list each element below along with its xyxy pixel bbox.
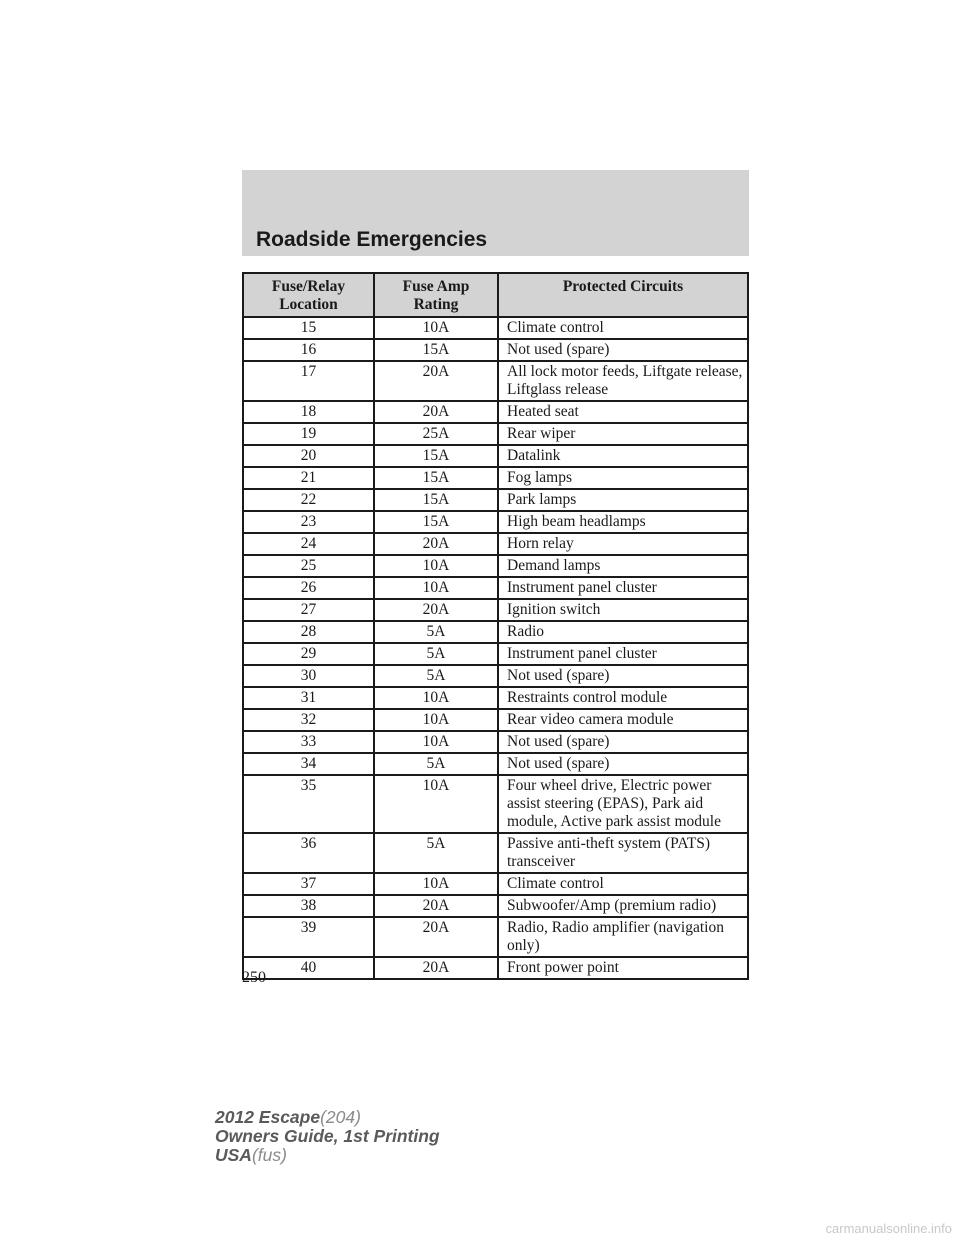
cell-protected-circuit: Not used (spare) xyxy=(498,665,748,687)
cell-protected-circuit: Climate control xyxy=(498,317,748,339)
header-location: Fuse/Relay Location xyxy=(243,273,374,317)
cell-location: 39 xyxy=(243,917,374,957)
cell-location: 18 xyxy=(243,401,374,423)
table-row xyxy=(243,775,748,833)
print-footer xyxy=(215,1108,440,1165)
cell-amp-rating: 10A xyxy=(374,577,498,599)
cell-amp-rating: 20A xyxy=(374,361,498,401)
cell-location: 25 xyxy=(243,555,374,577)
table-row xyxy=(243,401,748,423)
table-header-row xyxy=(243,273,748,317)
cell-protected-circuit: Datalink xyxy=(498,445,748,467)
table-row xyxy=(243,753,748,775)
footer-model: 2012 Escape xyxy=(215,1107,321,1127)
cell-amp-rating: 20A xyxy=(374,599,498,621)
fuse-table xyxy=(242,272,749,980)
cell-amp-rating: 25A xyxy=(374,423,498,445)
header-protected-circuits: Protected Circuits xyxy=(498,273,748,317)
cell-location: 22 xyxy=(243,489,374,511)
cell-protected-circuit: Not used (spare) xyxy=(498,339,748,361)
table-row xyxy=(243,621,748,643)
cell-amp-rating: 20A xyxy=(374,401,498,423)
cell-protected-circuit: Rear video camera module xyxy=(498,709,748,731)
cell-protected-circuit: Restraints control module xyxy=(498,687,748,709)
cell-location: 21 xyxy=(243,467,374,489)
cell-location: 28 xyxy=(243,621,374,643)
cell-location: 35 xyxy=(243,775,374,833)
table-row xyxy=(243,317,748,339)
cell-amp-rating: 20A xyxy=(374,917,498,957)
table-row xyxy=(243,555,748,577)
cell-location: 32 xyxy=(243,709,374,731)
cell-amp-rating: 10A xyxy=(374,775,498,833)
cell-protected-circuit: Instrument panel cluster xyxy=(498,577,748,599)
cell-location: 24 xyxy=(243,533,374,555)
cell-protected-circuit: Ignition switch xyxy=(498,599,748,621)
cell-protected-circuit: Climate control xyxy=(498,873,748,895)
cell-location: 30 xyxy=(243,665,374,687)
cell-protected-circuit: High beam headlamps xyxy=(498,511,748,533)
table-row xyxy=(243,445,748,467)
cell-amp-rating: 10A xyxy=(374,873,498,895)
cell-location: 16 xyxy=(243,339,374,361)
cell-amp-rating: 15A xyxy=(374,339,498,361)
cell-location: 17 xyxy=(243,361,374,401)
table-row xyxy=(243,599,748,621)
cell-location: 15 xyxy=(243,317,374,339)
cell-location: 31 xyxy=(243,687,374,709)
cell-amp-rating: 5A xyxy=(374,643,498,665)
cell-amp-rating: 10A xyxy=(374,731,498,753)
table-row xyxy=(243,577,748,599)
page-number: 250 xyxy=(242,969,266,986)
cell-protected-circuit: Rear wiper xyxy=(498,423,748,445)
cell-location: 33 xyxy=(243,731,374,753)
cell-protected-circuit: Four wheel drive, Electric power assist steering (EPAS), Park aid module, Active park assist module xyxy=(498,775,748,833)
cell-protected-circuit: Radio, Radio amplifier (navigation only) xyxy=(498,917,748,957)
footer-market-code: (fus) xyxy=(251,1145,287,1165)
cell-protected-circuit: Demand lamps xyxy=(498,555,748,577)
cell-protected-circuit: Passive anti-theft system (PATS) transceiver xyxy=(498,833,748,873)
table-row xyxy=(243,423,748,445)
cell-amp-rating: 10A xyxy=(374,687,498,709)
cell-protected-circuit: All lock motor feeds, Liftgate release, Liftglass release xyxy=(498,361,748,401)
cell-protected-circuit: Not used (spare) xyxy=(498,753,748,775)
cell-amp-rating: 20A xyxy=(374,957,498,979)
table-row xyxy=(243,709,748,731)
table-row xyxy=(243,533,748,555)
cell-location: 29 xyxy=(243,643,374,665)
cell-amp-rating: 20A xyxy=(374,895,498,917)
cell-amp-rating: 10A xyxy=(374,317,498,339)
cell-amp-rating: 10A xyxy=(374,555,498,577)
cell-protected-circuit: Instrument panel cluster xyxy=(498,643,748,665)
header-amp-rating: Fuse Amp Rating xyxy=(374,273,498,317)
cell-amp-rating: 10A xyxy=(374,709,498,731)
table-row xyxy=(243,917,748,957)
cell-location: 26 xyxy=(243,577,374,599)
cell-protected-circuit: Not used (spare) xyxy=(498,731,748,753)
cell-amp-rating: 15A xyxy=(374,445,498,467)
cell-amp-rating: 5A xyxy=(374,621,498,643)
cell-protected-circuit: Fog lamps xyxy=(498,467,748,489)
table-row xyxy=(243,895,748,917)
cell-location: 34 xyxy=(243,753,374,775)
table-row xyxy=(243,687,748,709)
table-body xyxy=(243,317,748,979)
cell-protected-circuit: Subwoofer/Amp (premium radio) xyxy=(498,895,748,917)
table-row xyxy=(243,873,748,895)
cell-amp-rating: 20A xyxy=(374,533,498,555)
table-row xyxy=(243,643,748,665)
cell-protected-circuit: Horn relay xyxy=(498,533,748,555)
table-row xyxy=(243,361,748,401)
cell-protected-circuit: Radio xyxy=(498,621,748,643)
cell-amp-rating: 5A xyxy=(374,753,498,775)
table-row xyxy=(243,833,748,873)
table-row xyxy=(243,731,748,753)
cell-location: 20 xyxy=(243,445,374,467)
footer-printing: Owners Guide, 1st Printing xyxy=(215,1126,440,1146)
cell-protected-circuit: Front power point xyxy=(498,957,748,979)
cell-location: 40 xyxy=(243,957,374,979)
cell-location: 27 xyxy=(243,599,374,621)
watermark: carmanualsonline.info xyxy=(825,1221,952,1236)
cell-protected-circuit: Park lamps xyxy=(498,489,748,511)
cell-amp-rating: 15A xyxy=(374,489,498,511)
cell-amp-rating: 15A xyxy=(374,511,498,533)
footer-model-code: (204) xyxy=(320,1107,361,1127)
table-row xyxy=(243,665,748,687)
table-row xyxy=(243,339,748,361)
cell-amp-rating: 15A xyxy=(374,467,498,489)
cell-location: 37 xyxy=(243,873,374,895)
cell-location: 38 xyxy=(243,895,374,917)
table-row xyxy=(243,957,748,979)
cell-protected-circuit: Heated seat xyxy=(498,401,748,423)
cell-location: 19 xyxy=(243,423,374,445)
table-row xyxy=(243,489,748,511)
table-row xyxy=(243,467,748,489)
footer-market: USA xyxy=(215,1145,252,1165)
section-title: Roadside Emergencies xyxy=(256,228,488,251)
cell-location: 36 xyxy=(243,833,374,873)
cell-amp-rating: 5A xyxy=(374,833,498,873)
table-row xyxy=(243,511,748,533)
cell-amp-rating: 5A xyxy=(374,665,498,687)
cell-location: 23 xyxy=(243,511,374,533)
